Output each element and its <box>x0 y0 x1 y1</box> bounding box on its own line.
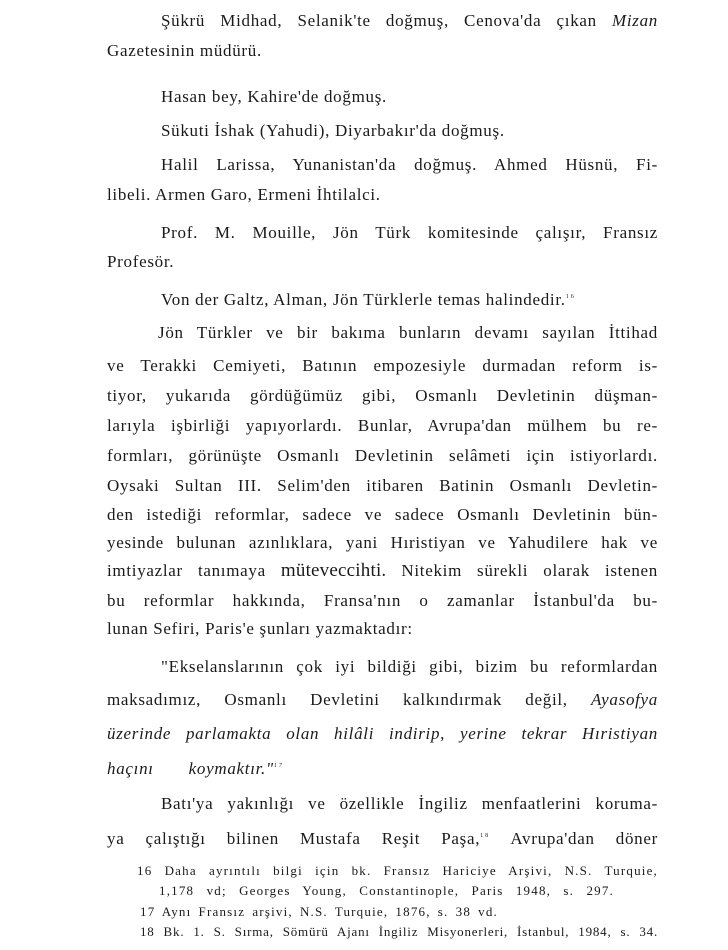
quote-line: üzerinde parlamakta olan hilâli indirip, yerine tekrar Hıristiyan <box>107 724 658 743</box>
body-line: Jön Türkler ve bir bakıma bunların devamı sayılan İttihad <box>158 323 658 342</box>
publication-name: Mizan <box>612 11 658 30</box>
body-line: den istediği reformlar, sadece ve sadece Osmanlı Devletinin bün- <box>107 505 658 524</box>
body-line: Halil Larissa, Yunanistan'da doğmuş. Ahmed Hüsnü, Fi- <box>161 155 658 174</box>
body-line: imtiyazlar tanımaya müteveccihti. Nitekim sürekli olarak istenen <box>107 560 658 581</box>
emphasized-word: müteveccihti. <box>280 560 387 581</box>
body-line: libeli. Armen Garo, Ermeni İhtilalci. <box>107 185 381 204</box>
footnote-16-continued: 1,178 vd; Georges Young, Constantinople, Paris 1948, s. 297. <box>159 883 614 898</box>
body-line: ya çalıştığı bilinen Mustafa Reşit Paşa,$^{18}$ Avrupa'dan döner <box>107 829 658 848</box>
body-line: bu reformlar hakkında, Fransa'nın o zamanlar İstanbul'da bu- <box>107 591 658 610</box>
body-line: Gazetesinin müdürü. <box>107 41 262 60</box>
footnote-ref-16: 16 <box>565 294 576 300</box>
body-line: tiyor, yukarıda gördüğümüz gibi, Osmanlı Devletinin düşman- <box>107 386 658 405</box>
body-line: formları, görünüşte Osmanlı Devletinin selâmeti için istiyorlardı. <box>107 446 658 465</box>
body-line: Prof. M. Mouille, Jön Türk komitesinde çalışır, Fransız <box>161 223 658 242</box>
quote-line: "Ekselanslarının çok iyi bildiği gibi, bizim bu reformlardan <box>161 657 658 676</box>
body-line: Von der Galtz, Alman, Jön Türklerle temas halindedir.$^{16}$ <box>161 290 576 309</box>
body-line: lunan Sefiri, Paris'e şunları yazmaktadır: <box>107 619 413 638</box>
footnote-ref-18: 18 <box>480 833 491 839</box>
body-line: Profesör. <box>107 252 175 271</box>
footnote-16: 16 Daha ayrıntılı bilgi için bk. Fransız Hariciye Arşivi, N.S. Turquie, <box>137 863 658 878</box>
quote-line: haçını koymaktır."$^{17}$ <box>107 759 284 778</box>
quote-line: maksadımız, Osmanlı Devletini kalkındırmak değil, Ayasofya <box>107 690 659 709</box>
body-line: Oysaki Sultan III. Selim'den itibaren Batinin Osmanlı Devletin- <box>107 476 658 495</box>
body-line: yesinde bulunan azınlıklara, yani Hıristiyan ve Yahudilere hak ve <box>107 533 658 552</box>
body-line: Batı'ya yakınlığı ve özellikle İngiliz menfaatlerini koruma- <box>161 794 658 813</box>
footnote-ref-17: 17 <box>273 763 284 769</box>
footnote-17: 17 Aynı Fransız arşivi, N.S. Turquie, 1876, s. 38 vd. <box>140 904 498 919</box>
body-line: Sükuti İshak (Yahudi), Diyarbakır'da doğmuş. <box>161 121 505 140</box>
body-line: Şükrü Midhad, Selanik'te doğmuş, Cenova'da çıkan Mizan <box>161 11 658 30</box>
body-line: ve Terakki Cemiyeti, Batının empozesiyle durmadan reform is- <box>107 356 658 375</box>
body-line: larıyla işbirliği yapıyorlardı. Bunlar, Avrupa'dan mülhem bu re- <box>107 416 658 435</box>
footnote-18: 18 Bk. 1. S. Sırma, Sömürü Ajanı İngiliz Misyonerleri, İstanbul, 1984, s. 34. <box>140 924 658 939</box>
body-line: Hasan bey, Kahire'de doğmuş. <box>161 87 387 106</box>
